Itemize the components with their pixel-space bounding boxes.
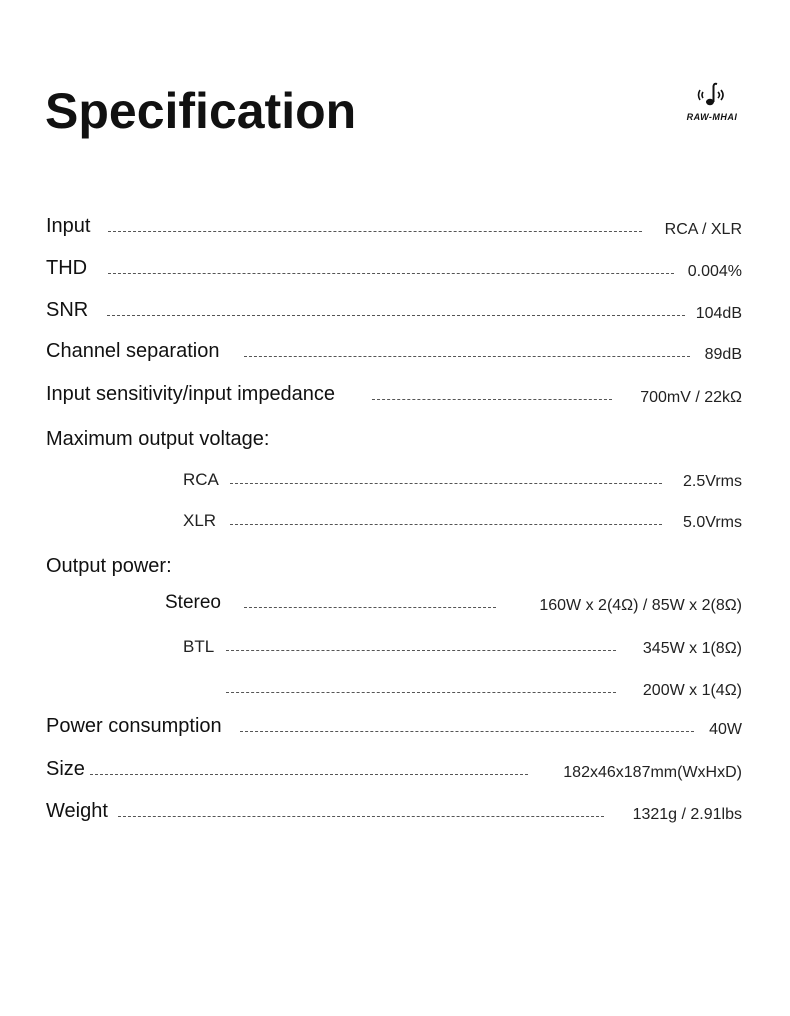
section-heading-output-power: Output power: [46, 555, 172, 577]
spec-row-input [0, 214, 790, 244]
spec-sublabel: Stereo [165, 592, 221, 613]
spec-row-rca [0, 466, 790, 496]
spec-row-input-sensitivity [0, 382, 790, 412]
spec-value: 700mV / 22kΩ [640, 389, 742, 406]
spec-label: THD [46, 257, 88, 279]
page-title: Specification [45, 83, 357, 139]
spec-value: 200W x 1(4Ω) [642, 682, 742, 699]
leader-dots [372, 399, 612, 400]
spec-row-stereo [0, 590, 790, 620]
leader-dots [230, 524, 662, 525]
spec-value: 40W [709, 721, 742, 738]
spec-label: Input sensitivity/input impedance [46, 383, 336, 405]
leader-dots [90, 774, 528, 775]
section-heading-max-output-voltage: Maximum output voltage: [46, 428, 270, 450]
spec-value: 5.0Vrms [683, 514, 742, 531]
spec-label: Size [46, 758, 85, 780]
logo-text: RAW-MHAI [686, 112, 738, 122]
spec-row-thd [0, 256, 790, 286]
spec-sublabel: XLR [183, 511, 217, 530]
spec-label: SNR [46, 299, 89, 321]
spec-value: 89dB [704, 346, 742, 363]
spec-label: Input [46, 215, 91, 237]
spec-value: RCA / XLR [664, 221, 742, 238]
leader-dots [108, 231, 642, 232]
spec-sublabel: RCA [183, 470, 219, 489]
spec-value: 182x46x187mm(WxHxD) [563, 764, 742, 781]
spec-row-channel-separation [0, 339, 790, 369]
leader-dots [118, 816, 604, 817]
spec-row-btl [0, 633, 790, 663]
spec-value: 345W x 1(8Ω) [642, 640, 742, 657]
spec-value: 0.004% [687, 263, 742, 280]
spec-sublabel: BTL [183, 637, 215, 656]
music-note-sound-wave-icon [696, 80, 726, 110]
leader-dots [240, 731, 694, 732]
leader-dots [244, 607, 496, 608]
spec-value: 1321g / 2.91lbs [632, 806, 742, 823]
leader-dots [226, 692, 616, 693]
leader-dots [108, 273, 674, 274]
spec-row-xlr [0, 507, 790, 537]
spec-row-snr [0, 298, 790, 328]
spec-row-size [0, 757, 790, 787]
spec-value: 104dB [695, 305, 742, 322]
spec-row-btl-4ohm [0, 675, 790, 705]
spec-row-weight [0, 799, 790, 829]
spec-label: Weight [46, 800, 108, 822]
leader-dots [244, 356, 690, 357]
leader-dots [230, 483, 662, 484]
spec-value: 160W x 2(4Ω) / 85W x 2(8Ω) [539, 597, 742, 614]
brand-logo [676, 80, 746, 126]
leader-dots [107, 315, 685, 316]
spec-label: Channel separation [46, 340, 220, 362]
spec-row-power-consumption [0, 714, 790, 744]
spec-label: Power consumption [46, 715, 222, 737]
leader-dots [226, 650, 616, 651]
spec-value: 2.5Vrms [683, 473, 742, 490]
